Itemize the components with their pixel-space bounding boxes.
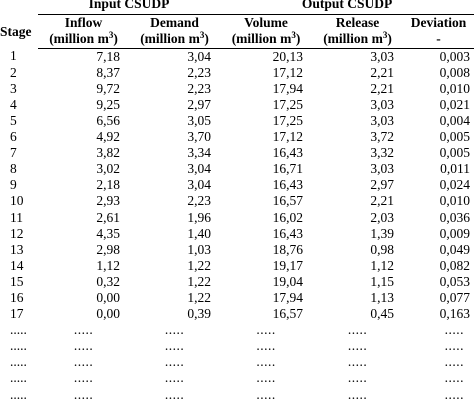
unit-row — [0, 31, 474, 49]
release-cell: 3,32 — [370, 145, 394, 161]
stage-header-spacer — [0, 0, 38, 15]
release-cell: 3,03 — [370, 161, 394, 177]
stage-cell: 15 — [10, 273, 24, 289]
ellipsis-cell: ..... — [256, 354, 276, 370]
ellipsis-cell: ..... — [444, 322, 465, 338]
table-row — [0, 161, 474, 177]
stage-cell: 10 — [10, 193, 24, 209]
table-row — [0, 258, 474, 274]
release-cell: 2,97 — [370, 177, 394, 193]
deviation-cell: 0,005 — [439, 129, 471, 145]
volume-cell: 16,43 — [272, 225, 303, 241]
ellipsis-cell: ..... — [444, 386, 465, 402]
demand-cell: 3,05 — [187, 112, 211, 128]
ellipsis-cell: ..... — [164, 354, 185, 370]
ellipsis-cell: ..... — [73, 338, 94, 354]
deviation-cell: 0,010 — [439, 193, 471, 209]
volume-cell: 16,43 — [272, 177, 303, 193]
deviation-cell: 0,077 — [439, 290, 471, 305]
release-cell: 0,45 — [370, 306, 394, 322]
inflow-cell: 0,00 — [96, 306, 120, 322]
ellipsis-cell: ..... — [347, 338, 368, 354]
ellipsis-cell: ..... — [347, 370, 368, 386]
stage-cell: 7 — [10, 145, 17, 161]
ellipsis-cell: ..... — [256, 386, 276, 402]
deviation-cell: 0,008 — [439, 64, 471, 80]
table-row — [0, 65, 474, 81]
inflow-cell: 2,61 — [96, 209, 120, 225]
ellipsis-cell: ..... — [73, 354, 94, 370]
ellipsis-row — [0, 338, 474, 354]
demand-cell: 1,03 — [187, 241, 211, 257]
demand-cell: 3,70 — [187, 129, 211, 145]
ellipsis-cell: ..... — [10, 322, 27, 338]
ellipsis-cell: ..... — [164, 322, 185, 338]
deviation-cell: 0,163 — [439, 306, 471, 322]
inflow-cell: 2,93 — [96, 193, 120, 209]
input-group-header: Input CSUDP — [38, 0, 220, 15]
inflow-cell: 1,12 — [96, 257, 120, 273]
volume-cell: 19,04 — [272, 273, 303, 289]
release-cell: 3,03 — [370, 48, 394, 64]
volume-cell: 20,13 — [272, 48, 303, 64]
release-unit: (million $m^3$) — [312, 31, 403, 49]
stage-cell: 4 — [10, 96, 17, 112]
deviation-cell: 0,004 — [439, 112, 471, 128]
table-row — [0, 81, 474, 97]
ellipsis-cell: ..... — [73, 322, 94, 338]
table-row — [0, 193, 474, 209]
stage-cell: 1 — [10, 48, 17, 64]
ellipsis-cell: ..... — [444, 354, 465, 370]
table-row — [0, 226, 474, 242]
inflow-cell: 4,35 — [96, 225, 120, 241]
deviation-cell: 0,053 — [439, 273, 471, 289]
release-cell: 2,21 — [370, 193, 394, 209]
release-cell: 2,21 — [370, 64, 394, 80]
demand-unit: (million $m^3$) — [129, 31, 220, 49]
stage-cell: 12 — [10, 225, 24, 241]
inflow-cell: 9,72 — [96, 80, 120, 96]
table-row — [0, 210, 474, 226]
inflow-cell: 7,18 — [96, 48, 120, 64]
stage-cell: 5 — [10, 112, 17, 128]
table-row — [0, 113, 474, 129]
table-row — [0, 306, 474, 322]
stage-cell: 6 — [10, 129, 17, 145]
ellipsis-cell: ..... — [256, 338, 276, 354]
deviation-cell: 0,024 — [439, 177, 471, 193]
inflow-cell: 8,37 — [96, 64, 120, 80]
stage-cell: 3 — [10, 80, 17, 96]
demand-cell: 1,96 — [187, 209, 211, 225]
demand-cell: 1,22 — [187, 290, 211, 305]
ellipsis-cell: ..... — [256, 370, 276, 386]
deviation-column-header: Deviation — [410, 15, 467, 30]
deviation-cell: 0,049 — [439, 241, 471, 257]
demand-cell: 3,04 — [187, 177, 211, 193]
deviation-cell: 0,005 — [439, 145, 471, 161]
table-row — [0, 145, 474, 161]
volume-cell: 17,25 — [272, 112, 303, 128]
ellipsis-cell: ..... — [73, 386, 94, 402]
table-row — [0, 177, 474, 193]
demand-cell: 1,40 — [187, 225, 211, 241]
inflow-cell: 3,82 — [96, 145, 120, 161]
volume-cell: 16,71 — [272, 161, 303, 177]
release-cell: 3,03 — [370, 112, 394, 128]
demand-cell: 3,34 — [187, 145, 211, 161]
release-cell: 1,15 — [370, 273, 394, 289]
demand-cell: 2,97 — [187, 96, 211, 112]
deviation-cell: 0,010 — [439, 80, 471, 96]
inflow-cell: 0,00 — [96, 290, 120, 305]
ellipsis-cell: ..... — [10, 386, 27, 402]
demand-cell: 2,23 — [187, 193, 211, 209]
demand-cell: 1,22 — [187, 257, 211, 273]
release-cell: 2,21 — [370, 80, 394, 96]
ellipsis-cell: ..... — [444, 338, 465, 354]
table-row — [0, 97, 474, 113]
ellipsis-cell: ..... — [10, 354, 27, 370]
release-cell: 3,72 — [370, 129, 394, 145]
demand-cell: 2,23 — [187, 80, 211, 96]
release-cell: 1,12 — [370, 257, 394, 273]
release-cell: 2,03 — [370, 209, 394, 225]
stage-cell: 16 — [10, 290, 24, 305]
volume-cell: 18,76 — [272, 241, 303, 257]
inflow-unit: (million $m^3$) — [38, 31, 129, 49]
volume-cell: 16,57 — [272, 306, 303, 322]
ellipsis-cell: ..... — [164, 370, 185, 386]
output-group-header: Output CSUDP — [220, 0, 474, 15]
volume-cell: 16,57 — [272, 193, 303, 209]
deviation-cell: 0,003 — [439, 48, 471, 64]
group-header-row — [0, 0, 474, 15]
deviation-cell: 0,082 — [439, 257, 471, 273]
volume-cell: 17,94 — [272, 80, 303, 96]
stage-cell: 11 — [10, 209, 23, 225]
release-cell: 3,03 — [370, 96, 394, 112]
ellipsis-cell: ..... — [10, 338, 27, 354]
table-body — [0, 48, 474, 403]
volume-cell: 19,17 — [272, 257, 303, 273]
ellipsis-cell: ..... — [347, 354, 368, 370]
release-column-header: Release — [335, 15, 380, 30]
volume-cell: 16,43 — [272, 145, 303, 161]
stage-cell: 17 — [10, 306, 24, 322]
demand-column-header: Demand — [150, 15, 199, 30]
volume-cell: 17,25 — [272, 96, 303, 112]
ellipsis-cell: ..... — [164, 338, 185, 354]
ellipsis-cell: ..... — [256, 322, 276, 338]
release-cell: 1,13 — [370, 290, 394, 305]
deviation-cell: 0,021 — [439, 96, 471, 112]
inflow-column-header: Inflow — [64, 15, 103, 30]
deviation-cell: 0,009 — [439, 225, 471, 241]
deviation-cell: 0,011 — [440, 161, 471, 177]
ellipsis-cell: ..... — [347, 386, 368, 402]
inflow-cell: 6,56 — [96, 112, 120, 128]
stage-cell: 14 — [10, 257, 24, 273]
table-row — [0, 129, 474, 145]
ellipsis-row — [0, 370, 474, 386]
volume-cell: 17,94 — [272, 290, 303, 305]
ellipsis-row — [0, 322, 474, 338]
column-title-row — [0, 15, 474, 31]
stage-column-header: Stage — [0, 23, 32, 39]
volume-column-header: Volume — [244, 15, 288, 30]
ellipsis-row — [0, 354, 474, 370]
table-row — [0, 274, 474, 290]
ellipsis-cell: ..... — [164, 386, 185, 402]
demand-cell: 3,04 — [187, 48, 211, 64]
table-row — [0, 242, 474, 258]
inflow-cell: 3,02 — [96, 161, 120, 177]
ellipsis-cell: ..... — [347, 322, 368, 338]
deviation-unit: - — [403, 31, 474, 49]
stage-cell: 8 — [10, 161, 17, 177]
inflow-cell: 2,98 — [96, 241, 120, 257]
release-cell: 0,98 — [370, 241, 394, 257]
stage-cell: 2 — [10, 64, 17, 80]
demand-cell: 2,23 — [187, 64, 211, 80]
stage-cell: 13 — [10, 241, 24, 257]
volume-cell: 17,12 — [272, 64, 303, 80]
volume-cell: 17,12 — [272, 129, 303, 145]
inflow-cell: 2,18 — [96, 177, 120, 193]
demand-cell: 0,39 — [187, 306, 211, 322]
volume-cell: 16,02 — [272, 209, 303, 225]
table-row — [0, 48, 474, 65]
inflow-cell: 9,25 — [96, 96, 120, 112]
ellipsis-row — [0, 387, 474, 403]
table-row — [0, 290, 474, 306]
volume-unit: (million $m^3$) — [220, 31, 312, 49]
inflow-cell: 4,92 — [96, 129, 120, 145]
demand-cell: 3,04 — [187, 161, 211, 177]
deviation-cell: 0,036 — [439, 209, 471, 225]
release-cell: 1,39 — [370, 225, 394, 241]
demand-cell: 1,22 — [187, 273, 211, 289]
inflow-cell: 0,32 — [96, 273, 120, 289]
ellipsis-cell: ..... — [10, 370, 27, 386]
ellipsis-cell: ..... — [73, 370, 94, 386]
stage-cell: 9 — [10, 177, 17, 193]
ellipsis-cell: ..... — [444, 370, 465, 386]
